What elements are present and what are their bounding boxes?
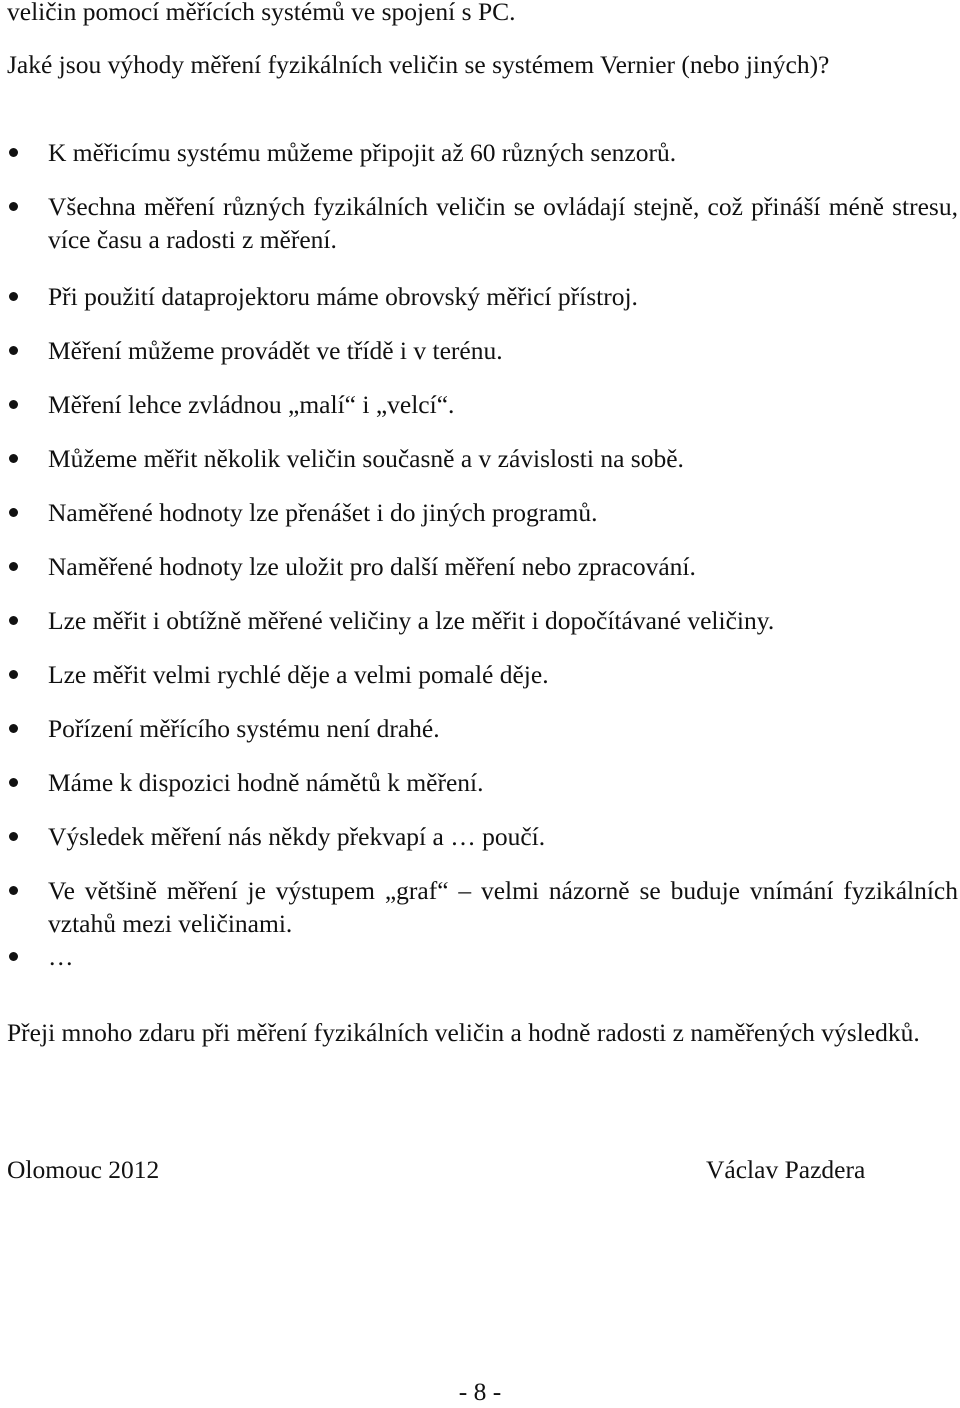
bullet-icon [9,346,18,355]
bullet-icon [9,886,18,895]
list-item-text: Lze měřit i obtížně měřené veličiny a lze měřit i dopočítávané veličiny. [48,606,775,635]
place-and-year: Olomouc 2012 [7,1155,160,1184]
bullet-icon [9,148,18,157]
bullet-icon [9,832,18,841]
page-number: - 8 - [458,1377,502,1406]
list-item-text: Všechna měření různých fyzikálních veličin se ovládají stejně, což přináší méně stresu, více času a radosti z měření. [48,192,958,254]
question-paragraph: Jaké jsou výhody měření fyzikálních veličin se systémem Vernier (nebo jiných)? [7,50,830,79]
bullet-icon [9,724,18,733]
list-item-text: Měření můžeme provádět ve třídě i v terénu. [48,336,503,365]
bullet-icon [9,508,18,517]
bullet-icon [9,202,18,211]
author-name: Václav Pazdera [706,1155,866,1184]
bullet-icon [9,778,18,787]
list-item-text: Můžeme měřit několik veličin současně a v závislosti na sobě. [48,444,684,473]
list-item-text: Měření lehce zvládnou „malí“ i „velcí“. [48,390,455,419]
list-item-text: Výsledek měření nás někdy překvapí a … poučí. [48,822,546,851]
bullet-icon [9,292,18,301]
list-item-text: Při použití dataprojektoru máme obrovský měřicí přístroj. [48,282,638,311]
list-item-text: Lze měřit velmi rychlé děje a velmi pomalé děje. [48,660,549,689]
list-item-text: Máme k dispozici hodně námětů k měření. [48,768,484,797]
list-item-text: Ve většině měření je výstupem „graf“ – velmi názorně se buduje vnímání fyzikálních vztahů mezi veličinami. [48,876,958,938]
closing-paragraph: Přeji mnoho zdaru při měření fyzikálních veličin a hodně radosti z naměřených výsledků. [7,1018,920,1047]
list-item-text: … [48,942,74,971]
list-item-text: Naměřené hodnoty lze přenášet i do jiných programů. [48,498,598,527]
bullet-icon [9,400,18,409]
bullet-icon [9,670,18,679]
bullet-icon [9,562,18,571]
list-item-text: Naměřené hodnoty lze uložit pro další měření nebo zpracování. [48,552,696,581]
intro-tail: veličin pomocí měřících systémů ve spojení s PC. [7,0,516,26]
bullet-icon [9,616,18,625]
bullet-icon [9,454,18,463]
list-item-text: Pořízení měřícího systému není drahé. [48,714,440,743]
list-item-text: K měřicímu systému můžeme připojit až 60 různých senzorů. [48,138,677,167]
bullet-icon [9,952,18,961]
